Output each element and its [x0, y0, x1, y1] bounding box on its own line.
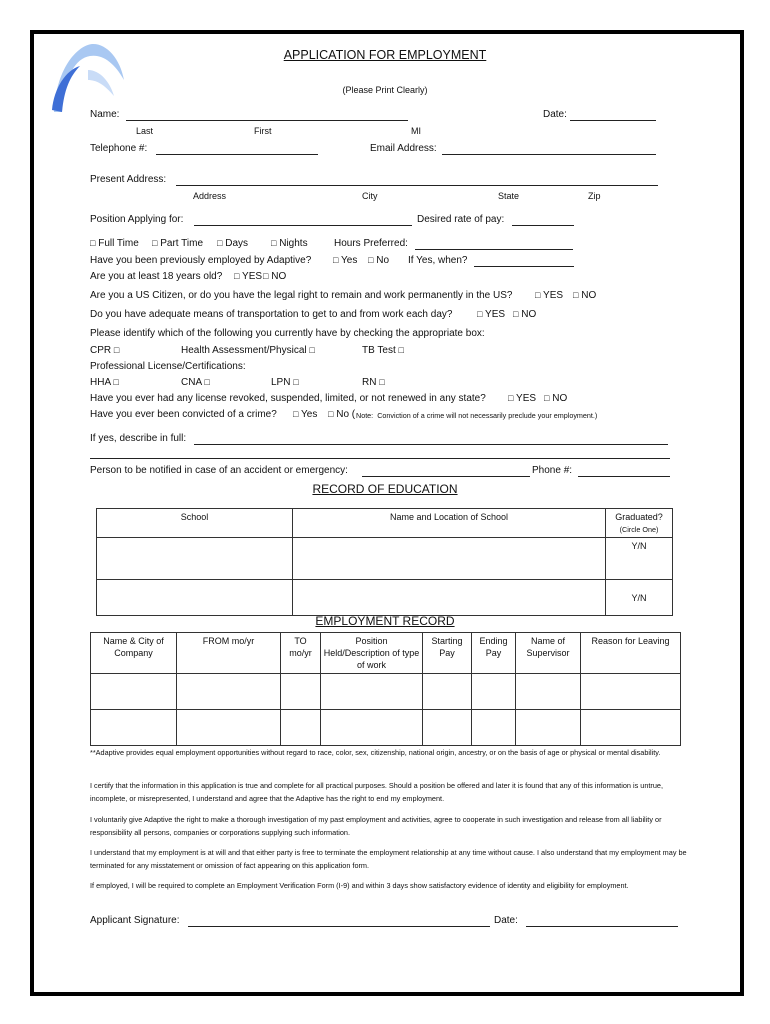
revoked-question: Have you ever had any license revoked, suspended, limited, or not renewed in any state?: [90, 393, 486, 404]
reason-header: Reason for Leaving: [581, 633, 681, 674]
days-option[interactable]: □ Days: [217, 238, 249, 249]
hours-preferred-label: Hours Preferred:: [334, 238, 408, 249]
citizen-question: Are you a US Citizen, or do you have the legal right to remain and work permanently in the US?: [90, 290, 513, 301]
transport-no[interactable]: □ NO: [513, 309, 537, 320]
page-title: APPLICATION FOR EMPLOYMENT: [283, 48, 487, 62]
table-row: [91, 710, 681, 746]
transport-question: Do you have adequate means of transportation to get to and from work each day?: [90, 309, 453, 320]
full-time-option[interactable]: □ Full Time: [90, 238, 139, 249]
revoked-yes[interactable]: □ YES: [508, 393, 537, 404]
signature-date-label: Date:: [494, 915, 518, 926]
checkbox-icon: □: [573, 290, 579, 300]
convicted-yes[interactable]: □ Yes: [293, 409, 318, 420]
checkbox-icon: □: [90, 238, 96, 248]
prev-employed-question: Have you been previously employed by Adaptive?: [90, 255, 312, 266]
checkbox-icon: □: [263, 271, 269, 281]
checkbox-icon: □: [293, 377, 299, 387]
education-header-row: [97, 509, 673, 538]
table-cell[interactable]: [581, 674, 681, 710]
school-header: School: [97, 509, 293, 538]
starting-pay-header: Starting Pay: [423, 633, 472, 674]
city-caption: City: [362, 191, 378, 201]
education-title: RECORD OF EDUCATION: [312, 482, 458, 496]
table-cell[interactable]: [423, 710, 472, 746]
if-yes-when-label: If Yes, when?: [408, 255, 468, 266]
name-label: Name:: [90, 109, 120, 120]
checkbox-icon: □: [368, 255, 374, 265]
hours-preferred-field[interactable]: [415, 240, 573, 250]
company-header: Name & City of Company: [91, 633, 177, 674]
employment-table: [90, 632, 681, 746]
checkbox-icon: □: [234, 271, 240, 281]
table-cell[interactable]: [321, 710, 423, 746]
mi-caption: MI: [411, 126, 421, 136]
certify-statement: I certify that the information in this application is true and complete for all practical purposes. Should a position be offered and later it is found that any of this information is untrue, incomplete, or misrepresented, I understand and agree that the Adaptive has the right to end my employment.: [90, 781, 663, 803]
checkbox-icon: □: [113, 345, 120, 355]
part-time-option[interactable]: □ Part Time: [152, 238, 204, 249]
present-address-label: Present Address:: [90, 174, 167, 185]
table-row: [97, 580, 673, 616]
location-header: Name and Location of School: [293, 509, 606, 538]
checkbox-icon: □: [333, 255, 339, 265]
at-will-statement: I understand that my employment is at will and that either party is free to terminate the employment relationship at any time without cause. I also understand that my employment may be terminated for any misstatement or omission of fact appearing on this application form.: [90, 848, 687, 870]
age-yes[interactable]: □ YES: [234, 271, 263, 282]
ending-pay-header: Ending Pay: [472, 633, 516, 674]
table-cell[interactable]: [472, 710, 516, 746]
graduated-cell[interactable]: Y/N: [606, 580, 673, 616]
citizen-no[interactable]: □ NO: [573, 290, 597, 301]
checkbox-icon: □: [379, 377, 385, 387]
supervisor-header: Name of Supervisor: [516, 633, 581, 674]
checkbox-icon: □: [113, 377, 119, 387]
employment-header-row: [91, 633, 681, 674]
graduated-header: Graduated? (Circle One): [606, 509, 673, 538]
identify-question: Please identify which of the following you currently have by checking the appropriate box:: [90, 328, 485, 339]
school-cell[interactable]: [97, 538, 293, 580]
transport-yes[interactable]: □ YES: [477, 309, 506, 320]
revoked-no[interactable]: □ NO: [544, 393, 568, 404]
telephone-label: Telephone #:: [90, 143, 148, 154]
table-cell[interactable]: [177, 710, 281, 746]
describe-field-line-2[interactable]: [90, 449, 670, 459]
checkbox-icon: □: [152, 238, 158, 248]
signature-field[interactable]: [188, 917, 490, 927]
desired-rate-field[interactable]: [512, 216, 574, 226]
convicted-question: Have you ever been convicted of a crime?: [90, 409, 277, 420]
checkbox-icon: □: [513, 309, 519, 319]
checkbox-icon: □: [217, 238, 223, 248]
position-field[interactable]: [194, 216, 412, 226]
desired-rate-label: Desired rate of pay:: [417, 214, 505, 225]
address-caption: Address: [193, 191, 227, 201]
prev-employed-yes[interactable]: □ Yes: [333, 255, 358, 266]
print-clearly-note: (Please Print Clearly): [342, 85, 428, 95]
lpn-option[interactable]: LPN □: [271, 377, 299, 388]
nights-option[interactable]: □ Nights: [271, 238, 308, 249]
present-address-field[interactable]: [176, 176, 658, 186]
phone-label: Phone #:: [532, 465, 573, 476]
checkbox-icon: □: [535, 290, 541, 300]
checkbox-icon: □: [544, 393, 550, 403]
checkbox-icon: □: [398, 345, 404, 355]
tb-option[interactable]: TB Test □: [362, 345, 404, 356]
table-cell[interactable]: [281, 674, 321, 710]
describe-field[interactable]: [194, 435, 668, 445]
date-label: Date:: [543, 109, 567, 120]
checkbox-icon: □: [328, 409, 334, 419]
authorize-statement: I voluntarily give Adaptive the right to make a thorough investigation of my past employment and activities, agree to cooperate in such investigation and release from all liability or responsibility all persons, companies or corporations supplying such information.: [90, 815, 662, 837]
location-cell[interactable]: [293, 580, 606, 616]
name-field[interactable]: [126, 111, 408, 121]
checkbox-icon: □: [293, 409, 299, 419]
table-row: [91, 674, 681, 710]
eeo-statement: **Adaptive provides equal employment opportunities without regard to race, color, sex, citizenship, national origin, ancestry, or on the basis of age or physical or mental disability.: [90, 748, 661, 757]
emergency-label: Person to be notified in case of an accident or emergency:: [90, 465, 348, 476]
education-table: [96, 508, 673, 616]
table-cell[interactable]: [321, 674, 423, 710]
table-cell[interactable]: [581, 710, 681, 746]
signature-label: Applicant Signature:: [90, 915, 180, 926]
checkbox-icon: □: [508, 393, 514, 403]
emergency-contact-field[interactable]: [362, 467, 530, 477]
state-caption: State: [498, 191, 520, 201]
zip-caption: Zip: [588, 191, 601, 201]
graduated-cell[interactable]: Y/N: [606, 538, 673, 580]
describe-label: If yes, describe in full:: [90, 433, 187, 444]
table-cell[interactable]: [281, 710, 321, 746]
email-label: Email Address:: [370, 143, 437, 154]
table-cell[interactable]: [472, 674, 516, 710]
age-no[interactable]: □ NO: [263, 271, 287, 282]
table-cell[interactable]: [91, 710, 177, 746]
table-cell[interactable]: [91, 674, 177, 710]
telephone-field[interactable]: [156, 145, 318, 155]
location-cell[interactable]: [293, 538, 606, 580]
checkbox-icon: □: [204, 377, 210, 387]
email-field[interactable]: [442, 145, 656, 155]
cna-option[interactable]: CNA □: [181, 377, 210, 388]
checkbox-icon: □: [309, 345, 315, 355]
emergency-phone-field[interactable]: [578, 467, 670, 477]
citizen-yes[interactable]: □ YES: [535, 290, 564, 301]
checkbox-icon: □: [477, 309, 483, 319]
prev-employed-no[interactable]: □ No: [368, 255, 390, 266]
date-field[interactable]: [570, 111, 656, 121]
convicted-no[interactable]: □ No (: [328, 409, 356, 420]
cpr-option[interactable]: CPR □: [90, 345, 120, 356]
table-cell[interactable]: [177, 674, 281, 710]
position-label: Position Applying for:: [90, 214, 184, 225]
conviction-note: Note: Conviction of a crime will not necessarily preclude your employment.): [356, 411, 598, 420]
from-header: FROM mo/yr: [177, 633, 281, 674]
school-cell[interactable]: [97, 580, 293, 616]
table-cell[interactable]: [516, 710, 581, 746]
health-option[interactable]: Health Assessment/Physical □: [181, 345, 315, 356]
signature-date-field[interactable]: [526, 917, 678, 927]
employment-title: EMPLOYMENT RECORD: [315, 614, 455, 628]
i9-statement: If employed, I will be required to complete an Employment Verification Form (I-9) and within 3 days show satisfactory evidence of identity and eligibility for employment.: [90, 881, 629, 890]
hha-option[interactable]: HHA □: [90, 377, 119, 388]
to-header: TO mo/yr: [281, 633, 321, 674]
age-question: Are you at least 18 years old?: [90, 271, 223, 282]
rn-option[interactable]: RN □: [362, 377, 385, 388]
last-caption: Last: [136, 126, 154, 136]
first-caption: First: [254, 126, 272, 136]
table-cell[interactable]: [516, 674, 581, 710]
checkbox-icon: □: [271, 238, 277, 248]
position-header: Position Held/Description of type of work: [321, 633, 423, 674]
license-label: Professional License/Certifications:: [90, 361, 246, 372]
if-yes-when-field[interactable]: [474, 257, 574, 267]
table-row: [97, 538, 673, 580]
table-cell[interactable]: [423, 674, 472, 710]
